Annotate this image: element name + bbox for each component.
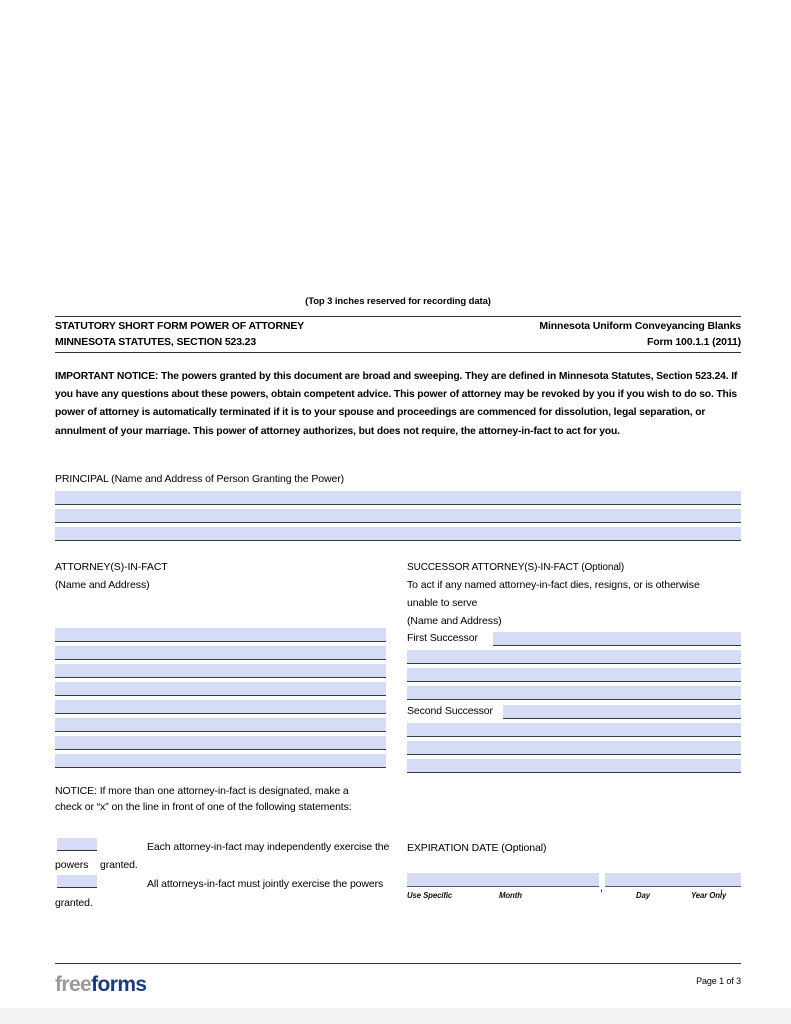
important-notice-paragraph: IMPORTANT NOTICE: The powers granted by this document are broad and sweeping. They are defined in Minnesota Statutes, Section 523.24. If you have any questions about these powers, obtain competent advice. This power of attorney may be revoked by you if you wish to do so. This power of attorney is automatically terminated if it is to your spouse and proceedings are commenced for dissolution, legal separation, or annulment of your marriage. This power of attorney authorizes, but does not require, the attorney-in-fact to act for you. (55, 371, 738, 437)
expiration-date-label: EXPIRATION DATE (Optional) (407, 842, 547, 854)
expiration-year-field[interactable] (685, 873, 741, 887)
first-successor-label: First Successor (407, 632, 478, 644)
logo-text-forms: forms (91, 973, 147, 996)
title-block (55, 319, 741, 351)
form-title-right (539, 319, 741, 350)
principal-field-2[interactable] (55, 509, 741, 523)
statement-joint-cont: granted. (55, 897, 93, 909)
principal-label: PRINCIPAL (Name and Address of Person Granting the Power) (55, 473, 345, 485)
second-successor-field-3[interactable] (407, 741, 741, 755)
form-title-line1: STATUTORY SHORT FORM POWER OF ATTORNEY (55, 320, 305, 332)
attorney-field-4[interactable] (55, 682, 386, 696)
statement-joint-text: All attorneys-in-fact must jointly exercise the powers (147, 878, 384, 890)
successor-attorney-line1: To act if any named attorney-in-fact dies, resigns, or is otherwise (407, 579, 700, 591)
header-rule-bottom (55, 352, 741, 353)
footer-rule (55, 963, 741, 964)
statement-independent-cont-b: granted. (100, 859, 138, 871)
attorney-field-2[interactable] (55, 646, 386, 660)
principal-field-3[interactable] (55, 527, 741, 541)
expiration-sub-day: Day (636, 891, 651, 900)
page-bottom-band (0, 1008, 791, 1024)
first-successor-field-1[interactable] (493, 632, 741, 646)
expiration-sub-month: Month (499, 891, 522, 900)
expiration-sub-use-specific: Use Specific (407, 891, 453, 900)
date-separator-2: , (720, 882, 724, 894)
attorney-field-5[interactable] (55, 700, 386, 714)
attorney-field-7[interactable] (55, 736, 386, 750)
notice-line-1: NOTICE: If more than one attorney-in-fact is designated, make a (55, 785, 349, 797)
attorney-field-8[interactable] (55, 754, 386, 768)
attorney-in-fact-subheading: (Name and Address) (55, 579, 150, 591)
second-successor-field-2[interactable] (407, 723, 741, 737)
second-successor-field-1[interactable] (503, 705, 741, 719)
attorney-field-3[interactable] (55, 664, 386, 678)
attorney-field-6[interactable] (55, 718, 386, 732)
date-separator-1: , (600, 882, 604, 894)
second-successor-field-4[interactable] (407, 759, 741, 773)
first-successor-field-2[interactable] (407, 650, 741, 664)
expiration-sub-year: Year Only (691, 891, 727, 900)
principal-field-1[interactable] (55, 491, 741, 505)
attorney-in-fact-heading: ATTORNEY(S)-IN-FACT (55, 561, 168, 573)
form-number: Form 100.1.1 (2011) (646, 335, 741, 348)
first-successor-field-3[interactable] (407, 668, 741, 682)
recording-data-note: (Top 3 inches reserved for recording data) (305, 296, 491, 307)
statement-independent-text: Each attorney-in-fact may independently exercise the (147, 841, 390, 853)
form-publisher: Minnesota Uniform Conveyancing Blanks (539, 320, 741, 332)
expiration-month-field[interactable] (407, 873, 599, 887)
successor-attorney-heading: SUCCESSOR ATTORNEY(S)-IN-FACT (Optional) (407, 562, 625, 573)
form-title-left (55, 319, 304, 350)
form-title-line2: MINNESOTA STATUTES, SECTION 523.23 (55, 335, 257, 348)
successor-attorney-line3: (Name and Address) (407, 615, 502, 627)
second-successor-label: Second Successor (407, 705, 493, 717)
logo-text-free: free (55, 973, 92, 996)
header-rule-top (55, 316, 741, 317)
checkbox-joint-exercise[interactable] (57, 875, 97, 888)
notice-line-2: check or “x” on the line in front of one of the following statements: (55, 801, 352, 813)
attorney-field-1[interactable] (55, 628, 386, 642)
successor-attorney-line2: unable to serve (407, 597, 478, 609)
statement-independent-cont-a: powers (55, 859, 89, 871)
page-number: Page 1 of 3 (696, 976, 741, 986)
freeforms-logo[interactable] (55, 973, 146, 997)
checkbox-independent-exercise[interactable] (57, 838, 97, 851)
first-successor-field-4[interactable] (407, 686, 741, 700)
